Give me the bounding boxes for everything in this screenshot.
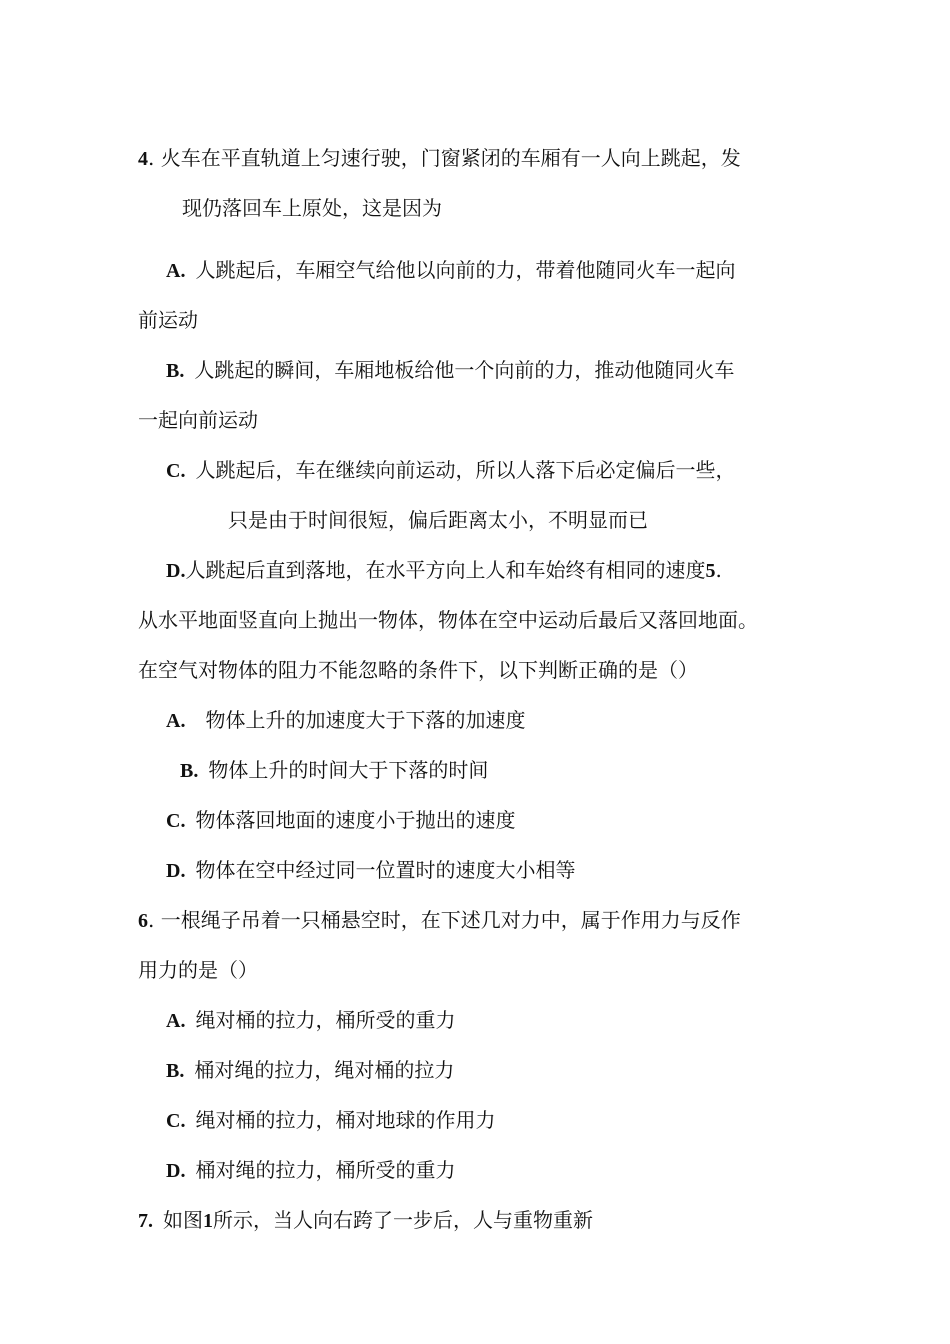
q6-option-a-label: A. xyxy=(166,1010,186,1032)
q6-option-b-text: 桶对绳的拉力，绳对桶的拉力 xyxy=(194,1058,455,1082)
q4-option-b-text: 人跳起的瞬间，车厢地板给他一个向前的力，推动他随同火车 xyxy=(194,358,735,382)
q4-option-a-line2: 前运动 xyxy=(138,308,198,332)
q5-option-c-label: C. xyxy=(166,810,186,832)
q6-stem-line2: 用力的是（） xyxy=(138,958,258,982)
q4-option-d-line xyxy=(166,556,722,585)
q6-stem-text: . 一根绳子吊着一只桶悬空时，在下述几对力中，属于作用力与反作 xyxy=(148,908,741,932)
q4-option-c-label: C. xyxy=(166,460,186,482)
q5-option-b-label: B. xyxy=(180,760,199,782)
q6-number: 6 xyxy=(138,910,148,932)
q6-option-d xyxy=(166,1156,455,1185)
q6-option-c xyxy=(166,1106,495,1135)
q4-option-a-text: 人跳起后，车厢空气给他以向前的力，带着他随同火车一起向 xyxy=(195,258,736,282)
q4-option-a-label: A. xyxy=(166,260,186,282)
q4-option-a-line1 xyxy=(166,256,735,285)
q5-option-d-label: D. xyxy=(166,860,186,882)
q5-option-b-text: 物体上升的时间大于下落的时间 xyxy=(208,758,489,782)
q6-option-a-text: 绳对桶的拉力，桶所受的重力 xyxy=(195,1008,456,1032)
q5-option-c-text: 物体落回地面的速度小于抛出的速度 xyxy=(195,808,516,832)
q5-number: 5 xyxy=(705,560,716,582)
q5-stem-line2: 从水平地面竖直向上抛出一物体，物体在空中运动后最后又落回地面。 xyxy=(138,608,758,632)
q6-option-b-label: B. xyxy=(166,1060,185,1082)
q4-number: 4 xyxy=(138,148,148,170)
q7-number: 7. xyxy=(138,1210,153,1232)
q6-option-c-label: C. xyxy=(166,1110,186,1132)
q4-option-b-label: B. xyxy=(166,360,185,382)
q7-stem-post: 所示，当人向右跨了一步后，人与重物重新 xyxy=(213,1208,593,1232)
q7-figure-number: 1 xyxy=(203,1210,213,1232)
q4-stem-line1 xyxy=(138,144,741,173)
q4-option-c-line2: 只是由于时间很短，偏后距离太小，不明显而已 xyxy=(228,508,648,532)
q6-option-d-text: 桶对绳的拉力，桶所受的重力 xyxy=(195,1158,456,1182)
q5-stem-line1-tail: . xyxy=(715,558,722,582)
q6-option-a xyxy=(166,1006,455,1035)
q4-option-d-label: D. xyxy=(166,560,186,582)
q6-option-b xyxy=(166,1056,454,1085)
q5-option-b xyxy=(180,756,488,785)
q4-option-c-text: 人跳起后，车在继续向前运动，所以人落下后必定偏后一些， xyxy=(195,458,736,482)
q5-option-a xyxy=(166,706,525,735)
q4-option-b-line1 xyxy=(166,356,734,385)
q6-option-d-label: D. xyxy=(166,1160,186,1182)
q6-stem-line1 xyxy=(138,906,741,935)
q5-option-d-text: 物体在空中经过同一位置时的速度大小相等 xyxy=(195,858,576,882)
q5-option-d xyxy=(166,856,575,885)
q5-option-c xyxy=(166,806,515,835)
q4-option-d-text: 人跳起后直到落地，在水平方向上人和车始终有相同的速度 xyxy=(185,558,706,582)
q7-stem-line1 xyxy=(138,1206,593,1235)
q4-option-c-line1 xyxy=(166,456,735,485)
q4-stem-text: . 火车在平直轨道上匀速行驶，门窗紧闭的车厢有一人向上跳起，发 xyxy=(148,146,741,170)
q4-option-b-line2: 一起向前运动 xyxy=(138,408,258,432)
q5-option-a-label: A. xyxy=(166,710,186,732)
q4-stem-line2: 现仍落回车上原处，这是因为 xyxy=(182,196,442,220)
q6-option-c-text: 绳对桶的拉力，桶对地球的作用力 xyxy=(195,1108,496,1132)
q5-option-a-text: 物体上升的加速度大于下落的加速度 xyxy=(205,708,526,732)
q5-stem-line3: 在空气对物体的阻力不能忽略的条件下，以下判断正确的是（） xyxy=(138,658,698,682)
q7-stem-pre: 如图 xyxy=(163,1208,203,1232)
